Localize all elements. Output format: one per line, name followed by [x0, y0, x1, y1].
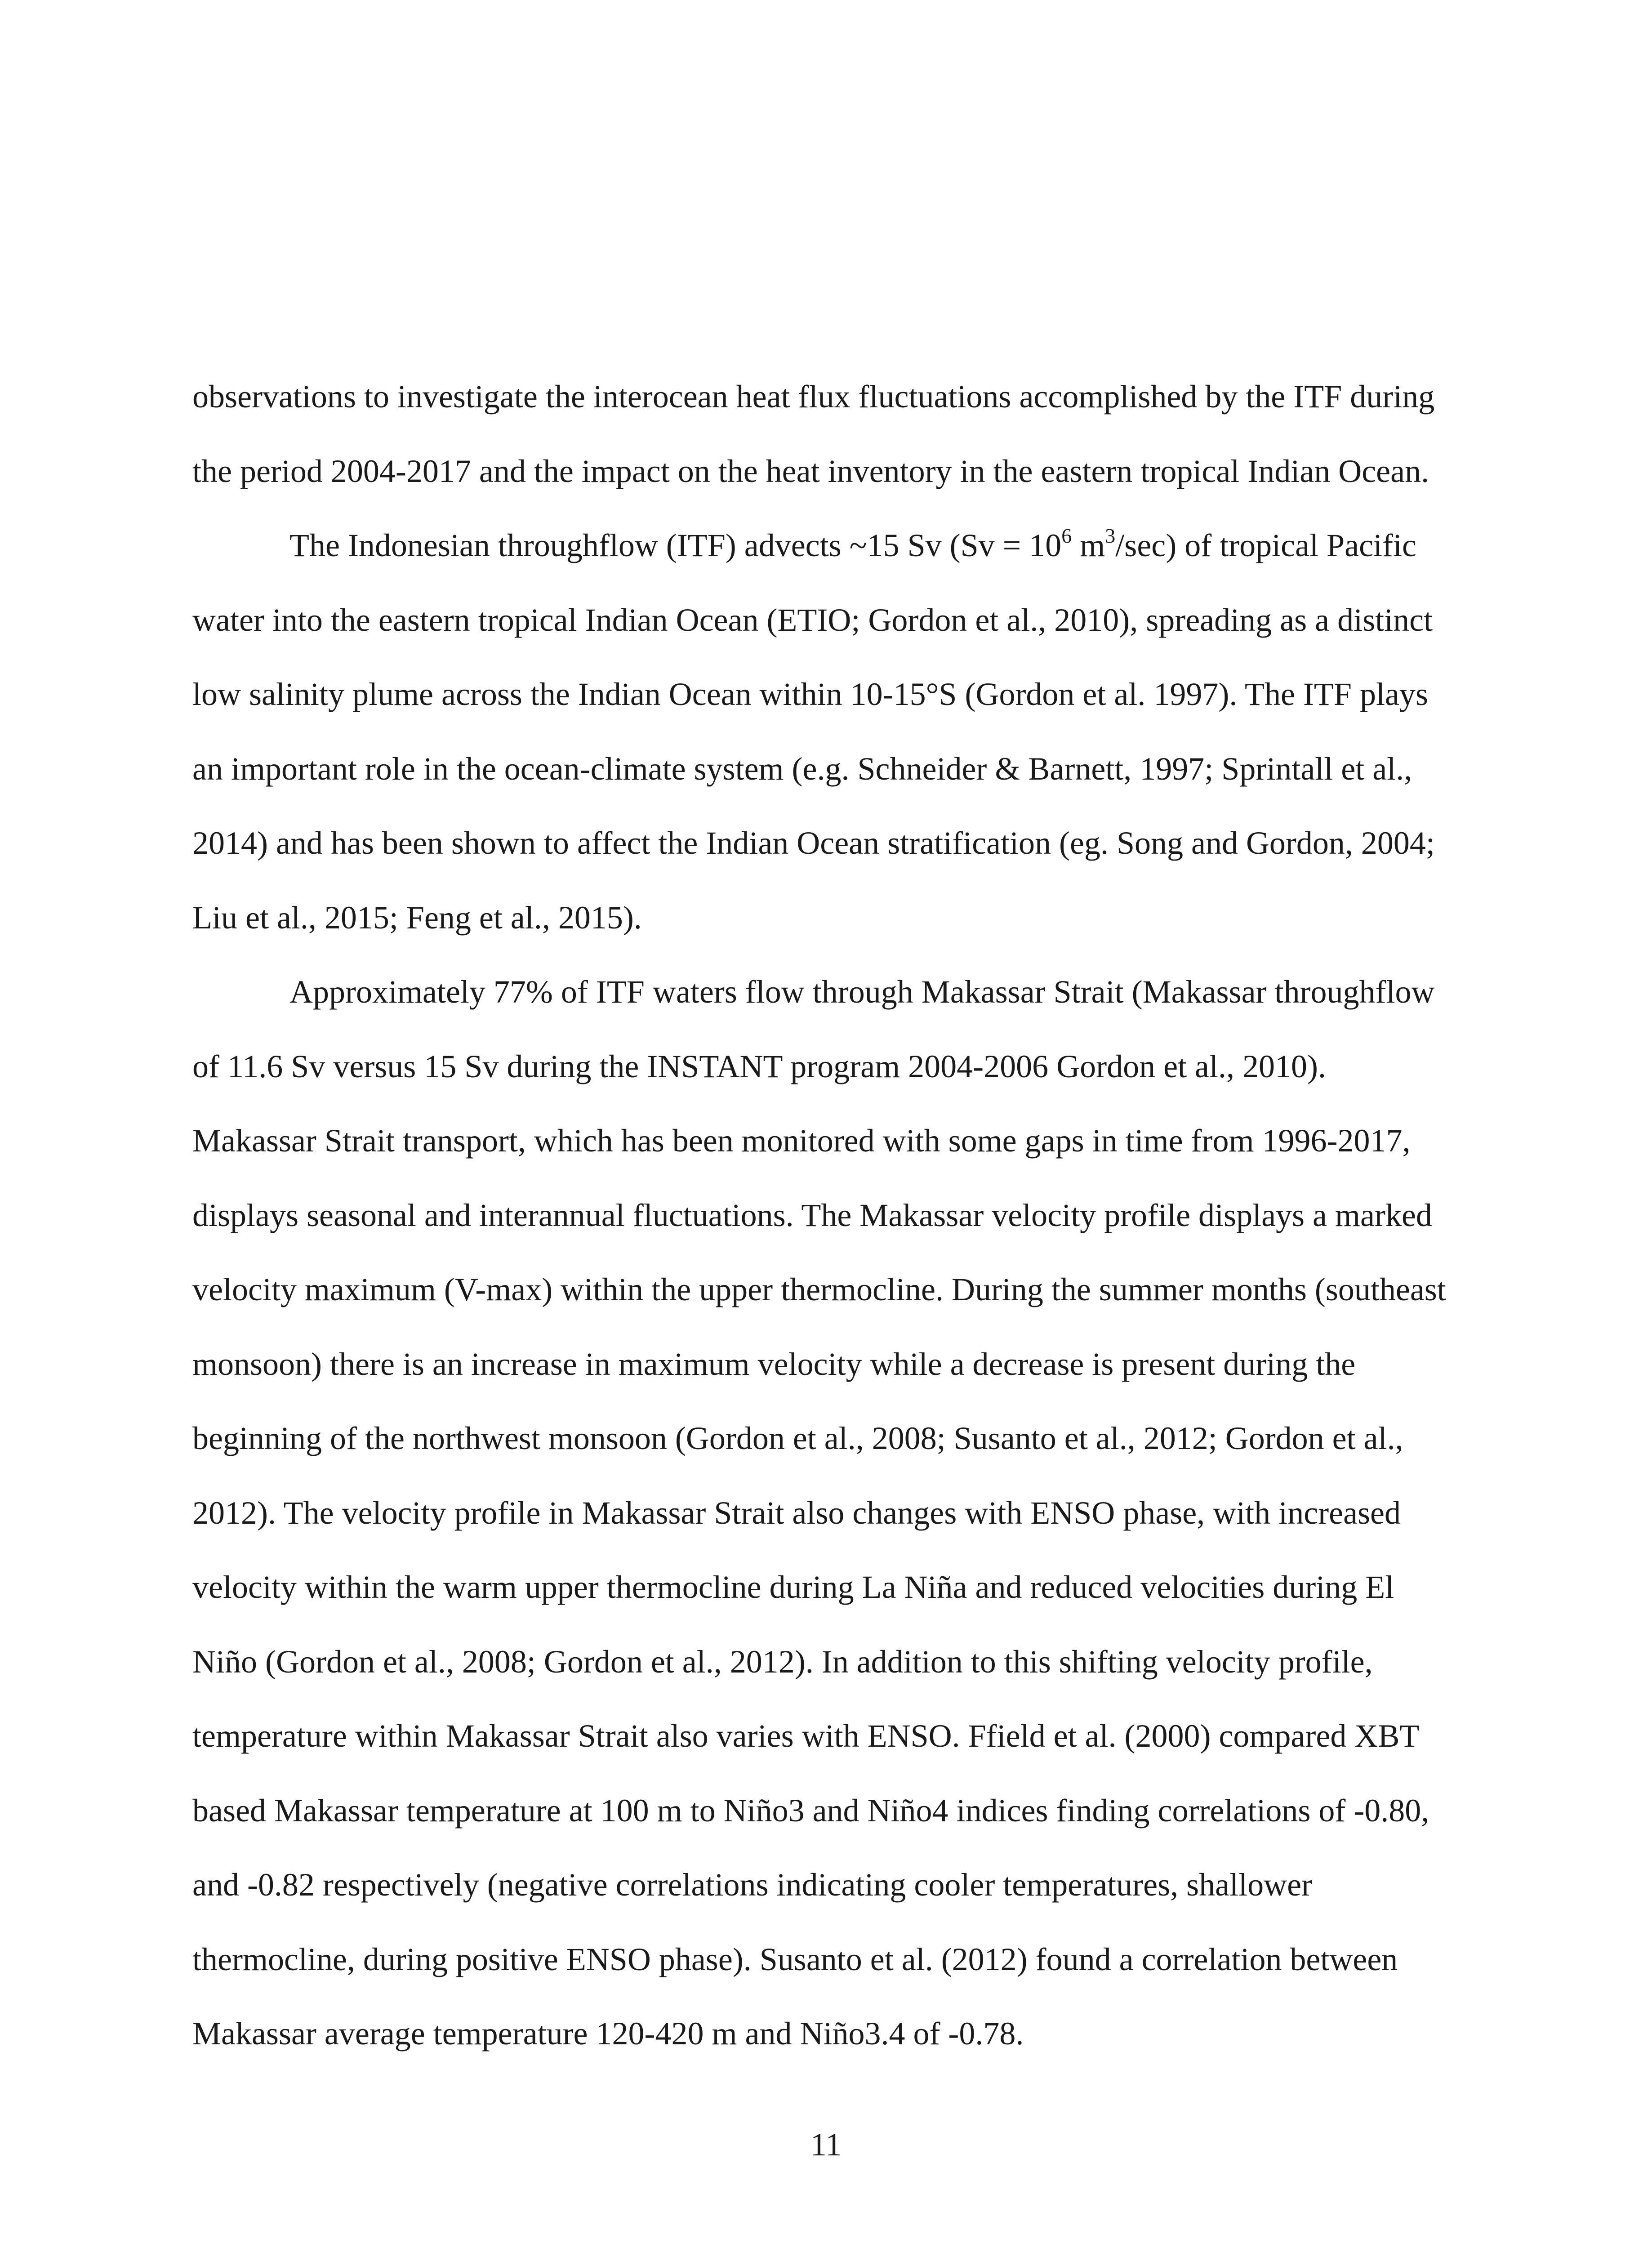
paragraph-text: m [1072, 527, 1105, 563]
paragraph-continuation: observations to investigate the interocean heat flux fluctuations accomplished by the ITF during the period 2004-2017 and the impact on the heat inventory in the eastern tropical Indian Ocean. [192, 379, 1435, 489]
superscript-exponent: 3 [1105, 524, 1116, 547]
paragraph-text: The Indonesian throughflow (ITF) advects ~15 Sv (Sv = 10 [289, 527, 1062, 563]
superscript-exponent: 6 [1061, 524, 1072, 547]
paragraph-text: /sec) of tropical Pacific water into the eastern tropical Indian Ocean (ETIO; Gordon et al., 2010), spreading as a distinct low salinity plume across the Indian Ocean within 10-15°S (Gordon et al. 1997). The ITF plays an important role in the ocean-climate system (e.g. Schneider & Barnett, 1997; Sprintall et al., 2014) and has been shown to affect the Indian Ocean stratification (eg. Song and Gordon, 2004; Liu et al., 2015; Feng et al., 2015). [192, 527, 1435, 936]
body-text [192, 360, 1447, 2071]
paragraph-makassar: Approximately 77% of ITF waters flow through Makassar Strait (Makassar throughflow of 11.6 Sv versus 15 Sv during the INSTANT program 2004-2006 Gordon et al., 2010). Makassar Strait transport, which has been monitored with some gaps in time from 1996-2017, displays seasonal and interannual fluctuations. The Makassar velocity profile displays a marked velocity maximum (V-max) within the upper thermocline. During the summer months (southeast monsoon) there is an increase in maximum velocity while a decrease is present during the beginning of the northwest monsoon (Gordon et al., 2008; Susanto et al., 2012; Gordon et al., 2012). The velocity profile in Makassar Strait also changes with ENSO phase, with increased velocity within the warm upper thermocline during La Niña and reduced velocities during El Niño (Gordon et al., 2008; Gordon et al., 2012). In addition to this shifting velocity profile, temperature within Makassar Strait also varies with ENSO. Ffield et al. (2000) compared XBT based Makassar temperature at 100 m to Niño3 and Niño4 indices finding correlations of -0.80, and -0.82 respectively (negative correlations indicating cooler temperatures, shallower thermocline, during positive ENSO phase). Susanto et al. (2012) found a correlation between Makassar average temperature 120-420 m and Niño3.4 of -0.78. [192, 974, 1446, 2052]
page-number: 11 [810, 2127, 842, 2163]
paragraph-itf-intro [192, 508, 1447, 955]
